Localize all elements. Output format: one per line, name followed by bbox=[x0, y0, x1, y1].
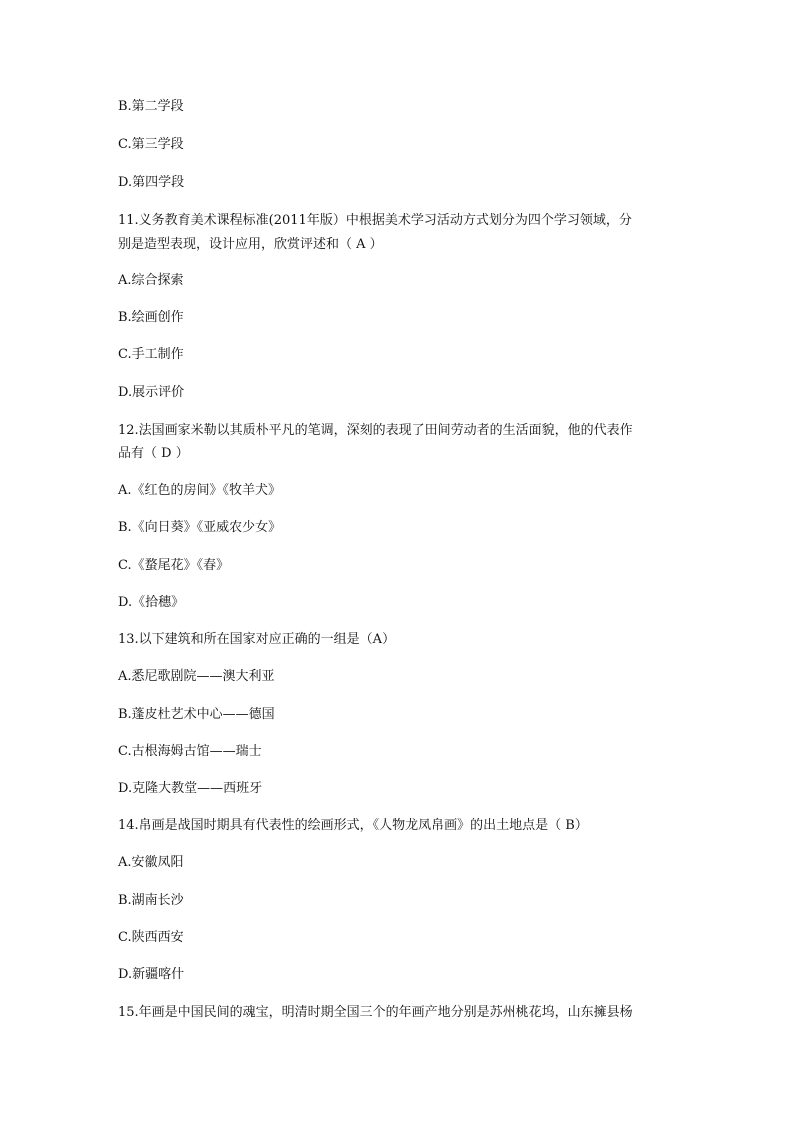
option-c-q13: C.古根海姆古馆——瑞士 bbox=[118, 744, 262, 759]
option-a-q14: A.安徽凤阳 bbox=[118, 855, 184, 870]
question-12-line-1: 12.法国画家米勒以其质朴平凡的笔调，深刻的表现了田间劳动者的生活面貌，他的代表作 bbox=[118, 423, 633, 438]
option-b-q13: B.蓬皮杜艺术中心——德国 bbox=[118, 707, 275, 722]
question-12-line-2: 品有（ D ） bbox=[118, 446, 189, 461]
option-c-q12: C.《蝥尾花》《春》 bbox=[118, 558, 230, 573]
option-c-q11: C.手工制作 bbox=[118, 347, 184, 362]
option-d-q13: D.克隆大教堂——西班牙 bbox=[118, 781, 263, 796]
question-13: 13.以下建筑和所在国家对应正确的一组是（A） bbox=[118, 632, 396, 647]
option-d-q14: D.新疆喀什 bbox=[118, 967, 185, 982]
question-11-line-1: 11.义务教育美术课程标准(2011年版）中根据美术学习活动方式划分为四个学习领域，分 bbox=[118, 213, 632, 228]
option-c-q14: C.陕西西安 bbox=[118, 930, 184, 945]
question-11-line-2: 别是造型表现，设计应用，欣赏评述和（ A ） bbox=[118, 237, 383, 252]
option-b-q12: B.《向日葵》《亚威农少女》 bbox=[118, 520, 282, 535]
option-b-q14: B.湖南长沙 bbox=[118, 893, 184, 908]
option-b-q11: B.绘画创作 bbox=[118, 310, 184, 325]
option-a-q11: A.综合探索 bbox=[118, 273, 184, 288]
question-14: 14.帛画是战国时期具有代表性的绘画形式，《人物龙凤帛画》的出土地点是（ B） bbox=[118, 818, 588, 833]
question-15-line-1: 15.年画是中国民间的魂宝，明清时期全国三个的年画产地分别是苏州桃花坞，山东擁县杨 bbox=[118, 1005, 633, 1020]
option-d-q12: D.《拾穗》 bbox=[118, 595, 185, 610]
option-d-q10: D.第四学段 bbox=[118, 175, 185, 190]
option-d-q11: D.展示评价 bbox=[118, 385, 185, 400]
option-b-q10: B.第二学段 bbox=[118, 99, 184, 114]
option-c-q10: C.第三学段 bbox=[118, 137, 184, 152]
option-a-q12: A.《红色的房间》《牧羊犬》 bbox=[118, 483, 282, 498]
option-a-q13: A.悉尼歌剧院——澳大利亚 bbox=[118, 669, 275, 684]
